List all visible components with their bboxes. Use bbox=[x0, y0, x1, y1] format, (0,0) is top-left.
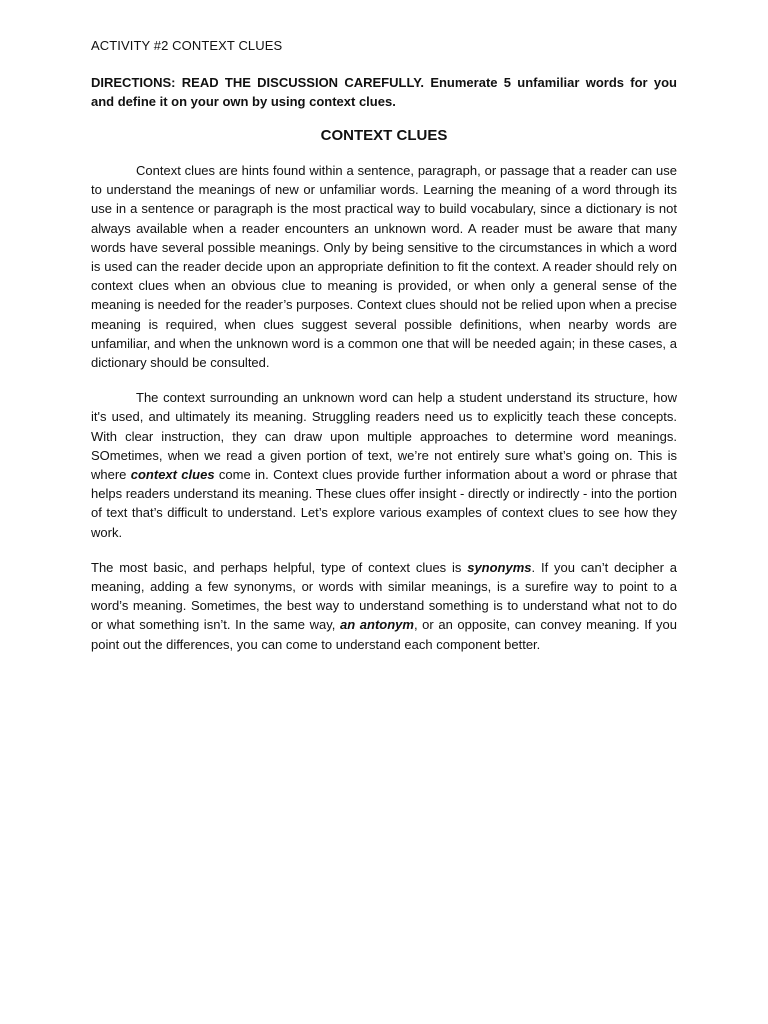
paragraph-2-text-2: come in. Context clues provide further information about a word or phrase that helps readers understand its meaning. These clues offer insight - directly or indirectly - into the portion of text that’s difficult to understand. Let’s explore various examples of context clues to see how they work. bbox=[91, 467, 677, 540]
paragraph-2-text-1: The context surrounding an unknown word can help a student understand its structure, how it's used, and ultimately its meaning. Struggling readers need us to explicitly teach these concepts. With clear instruction, they can draw upon multiple approaches to determine word meanings. SOmetimes, when we read a given portion of text, we’re not entirely sure what’s going on. This is where bbox=[91, 390, 677, 483]
paragraph-2 bbox=[91, 388, 677, 542]
paragraph-2-emphasis: context clues bbox=[130, 467, 215, 483]
directions bbox=[91, 73, 677, 111]
paragraph-3-text-1: The most basic, and perhaps helpful, type of context clues is bbox=[91, 559, 468, 575]
directions-rest: Enumerate 5 unfamiliar words for you and define it on your own by using context clues. bbox=[91, 75, 677, 109]
document-body bbox=[91, 36, 677, 654]
activity-title: ACTIVITY #2 CONTEXT CLUES bbox=[91, 38, 283, 53]
paragraph-3-text-3: , or an opposite, can convey meaning. If you point out the differences, you can come to understand each component better. bbox=[91, 617, 677, 652]
section-heading: CONTEXT CLUES bbox=[320, 127, 448, 144]
paragraph-3-emphasis-2: an antonym bbox=[340, 617, 414, 633]
paragraph-3-text-2: . If you can’t decipher a meaning, adding a few synonyms, or words with similar meanings, is a surefire way to point to a word’s meaning. Sometimes, the best way to understand something is to understand what not to do or what something isn’t. In the same way, bbox=[91, 559, 677, 633]
paragraph-3-emphasis-1: synonyms bbox=[467, 559, 532, 575]
directions-lead: DIRECTIONS: READ THE DISCUSSION CAREFULLY. bbox=[91, 75, 425, 90]
paragraph-1: Context clues are hints found within a sentence, paragraph, or passage that a reader can use to understand the meanings of new or unfamiliar words. Learning the meaning of a word through its use in a sentence or paragraph is the most practical way to build vocabulary, since a dictionary is not always available when a reader encounters an unknown word. A reader must be aware that many words have several possible meanings. Only by being sensitive to the circumstances in which a word is used can the reader decide upon an appropriate definition to fit the context. A reader should rely on context clues when an obvious clue to meaning is provided, or when only a general sense of the meaning is needed for the reader’s purposes. Context clues should not be relied upon when a precise meaning is required, when clues suggest several possible definitions, when nearby words are unfamiliar, and when the unknown word is a common one that will be needed again; in these cases, a dictionary should be consulted. bbox=[91, 163, 677, 371]
paragraph-3 bbox=[91, 558, 677, 654]
